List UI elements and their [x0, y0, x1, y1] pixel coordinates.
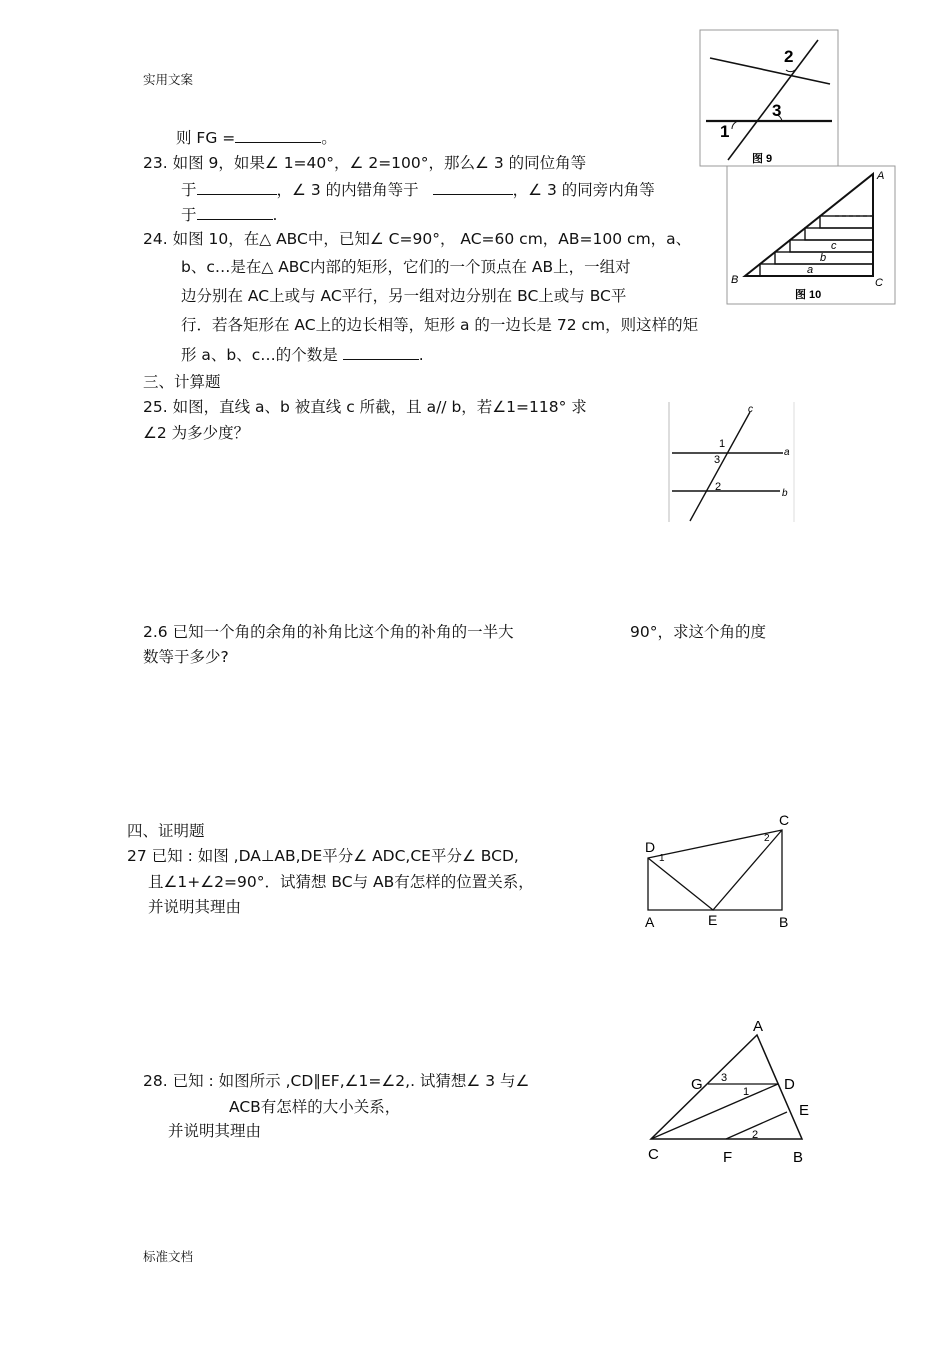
q25-line1: 25. 如图，直线 a、b 被直线 c 所截，且 a// b，若∠1=118° 求 [143, 398, 587, 416]
q24-line1: 24. 如图 10，在△ ABC中，已知∠ C=90°， AC=60 cm，AB=100 cm，a、 [143, 230, 692, 248]
figure-10-label-A: A [877, 170, 885, 182]
q24-blank [343, 344, 419, 360]
figure-9-label-1: 1 [720, 122, 730, 141]
q24-line5 [181, 344, 424, 365]
q24-line5b: . [418, 346, 424, 364]
q27-line3: 并说明其理由 [148, 898, 242, 916]
figure-25-label-c: c [748, 404, 753, 415]
figure-27-label-D: D [645, 839, 656, 855]
figure-25-label-a: a [784, 447, 790, 458]
figure-9-label-3: 3 [772, 101, 782, 120]
page-header: 实用文案 [143, 72, 194, 87]
figure-27-label-2: 2 [764, 833, 770, 844]
section-4-title: 四、证明题 [127, 822, 205, 840]
q23-blank2 [433, 179, 513, 195]
q22-prefix: 则 FG = [176, 129, 236, 147]
figure-9 [700, 30, 840, 168]
figure-28-label-B: B [793, 1149, 804, 1166]
figure-28-label-1: 1 [743, 1086, 750, 1098]
figure-28-label-F: F [723, 1149, 733, 1166]
figure-10-label-b: b [820, 252, 827, 264]
figure-10-label-a: a [807, 264, 814, 276]
q26-line1b: 90°，求这个角的度 [630, 623, 766, 641]
figure-28-label-D: D [784, 1076, 795, 1093]
figure-9-transversal [728, 40, 818, 160]
q22-answer-line [176, 127, 337, 148]
figure-28-label-3: 3 [721, 1072, 728, 1084]
q27-line1: 27 已知 : 如图 ,DA⊥AB,DE平分∠ ADC,CE平分∠ BCD, [127, 847, 519, 865]
q23-line2 [181, 179, 655, 200]
figure-25-label-2: 2 [715, 481, 722, 493]
figure-10-triangle [745, 174, 873, 276]
figure-10-rect-c [805, 228, 873, 240]
figure-28-label-2: 2 [752, 1129, 759, 1141]
figure-9-angle1-arc [732, 121, 741, 129]
q23-blank3 [197, 204, 273, 220]
figure-9-angle2-arc [786, 70, 795, 72]
section-3-title: 三、计算题 [143, 373, 221, 391]
q23-line3 [181, 204, 277, 225]
q28-line2: ACB有怎样的大小关系， [229, 1098, 401, 1116]
q28-line1: 28. 已知 : 如图所示 ,CD∥EF,∠1=∠2,. 试猜想∠ 3 与∠ [143, 1072, 530, 1090]
figure-27-bisectors [648, 830, 782, 910]
figure-27-quadrilateral [648, 830, 782, 910]
figure-10-caption: 图 10 [795, 289, 822, 301]
q26-line2: 数等于多少? [143, 648, 229, 666]
figure-27 [640, 810, 800, 935]
q23-line3b: . [272, 206, 278, 224]
q23-blank1 [197, 179, 277, 195]
figure-28-label-A: A [753, 1018, 764, 1035]
figure-10 [727, 166, 897, 306]
q22-suffix: 。 [321, 129, 337, 147]
q27-line2: 且∠1+∠2=90°．试猜想 BC与 AB有怎样的位置关系， [148, 873, 534, 891]
q23-line2a: 于 [181, 181, 197, 199]
figure-25-label-b: b [782, 488, 788, 499]
figure-10-rectangles [760, 216, 873, 276]
figure-9-caption: 图 9 [752, 153, 773, 165]
q26-line1a: 2.6 已知一个角的余角的补角比这个角的补角的一半大 [143, 623, 514, 641]
figure-9-frame [700, 30, 838, 166]
figure-28-label-C: C [648, 1146, 659, 1163]
figure-28-label-G: G [691, 1076, 703, 1093]
q24-line3: 边分别在 AC上或与 AC平行，另一组对边分别在 BC上或与 BC平 [181, 287, 627, 305]
figure-28-label-E: E [799, 1102, 810, 1119]
figure-27-label-A: A [645, 914, 655, 930]
page-footer: 标准文档 [143, 1249, 194, 1264]
q23-line1: 23. 如图 9，如果∠ 1=40°，∠ 2=100°，那么∠ 3 的同位角等 [143, 154, 587, 172]
figure-25-label-3: 3 [714, 454, 721, 466]
figure-10-frame [727, 166, 895, 304]
figure-9-slant-line [710, 58, 830, 84]
q24-line2: b、c…是在△ ABC内部的矩形，它们的一个顶点在 AB上，一组对 [181, 258, 631, 276]
q25-line2: ∠2 为多少度？ [143, 424, 250, 442]
figure-10-rect-1 [760, 264, 873, 276]
q28-line3: 并说明其理由 [168, 1122, 262, 1140]
figure-28-triangle [651, 1035, 802, 1139]
figure-28-line-CD [651, 1084, 778, 1139]
figure-27-label-B: B [779, 914, 789, 930]
figure-10-label-C: C [875, 277, 883, 289]
q23-line3a: 于 [181, 206, 197, 224]
figure-27-label-E: E [708, 912, 718, 928]
figure-25-line-c [690, 412, 750, 521]
q24-line4: 行．若各矩形在 AC上的边长相等，矩形 a 的一边长是 72 cm，则这样的矩 [181, 316, 699, 334]
figure-28 [640, 1012, 820, 1172]
figure-10-label-B: B [731, 274, 739, 286]
figure-9-label-2: 2 [784, 47, 794, 66]
figure-25-label-1: 1 [719, 438, 726, 450]
q22-blank [235, 127, 321, 143]
figure-27-label-1: 1 [659, 853, 665, 864]
q23-line2b: ，∠ 3 的内错角等于 [276, 181, 419, 199]
figure-10-label-c: c [831, 240, 837, 252]
figure-25 [668, 400, 796, 524]
figure-10-rect-top [820, 216, 873, 228]
q23-line2c: ，∠ 3 的同旁内角等 [512, 181, 655, 199]
figure-27-label-C: C [779, 812, 790, 828]
q24-line5a: 形 a、b、c…的个数是 [181, 346, 343, 364]
